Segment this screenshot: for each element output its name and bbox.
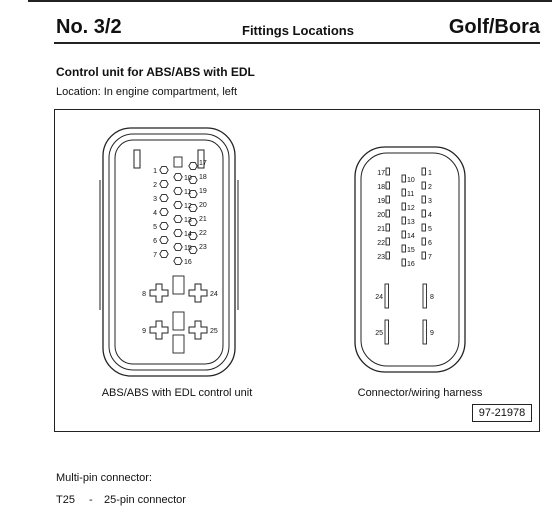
unit-pin — [160, 222, 168, 229]
harness-pin — [386, 168, 390, 175]
harness-pin — [422, 196, 426, 203]
harness-pin-label: 17 — [377, 170, 385, 177]
page-number: No. 3/2 — [56, 16, 122, 38]
connector-code: T25 — [56, 494, 75, 506]
control-unit-pins — [142, 157, 218, 353]
unit-pin — [174, 201, 182, 208]
unit-pin — [160, 194, 168, 201]
unit-pin-label: 16 — [184, 259, 192, 266]
harness-pin — [422, 210, 426, 217]
harness-pin — [402, 203, 406, 210]
unit-pin-label: 22 — [199, 230, 207, 237]
control-unit-caption: ABS/ABS with EDL control unit — [101, 387, 253, 399]
harness-pin-label: 14 — [407, 233, 415, 240]
unit-pin-label: 17 — [199, 160, 207, 167]
unit-pin — [174, 187, 182, 194]
unit-pin-label: 4 — [153, 210, 157, 217]
unit-center-slot — [173, 312, 184, 330]
unit-pin — [174, 257, 182, 264]
harness-pin — [386, 224, 390, 231]
location-text: Location: In engine compartment, left — [56, 86, 237, 98]
unit-power-pin — [150, 321, 168, 339]
harness-pin-label: 13 — [407, 219, 415, 226]
harness-pin-label: 16 — [407, 261, 415, 268]
unit-power-pin — [150, 284, 168, 302]
connector-description: 25-pin connector — [104, 494, 186, 506]
unit-center-slot — [173, 276, 184, 294]
harness-pins — [375, 168, 434, 344]
page-title: Control unit for ABS/ABS with EDL — [56, 65, 255, 79]
harness-pin-label: 19 — [377, 198, 385, 205]
unit-pin-label: 7 — [153, 252, 157, 259]
harness-pin — [402, 231, 406, 238]
harness-pin-label: 6 — [428, 240, 432, 247]
unit-pin — [174, 229, 182, 236]
unit-pin — [160, 236, 168, 243]
harness-pin-label: 25 — [375, 330, 383, 337]
harness-power-pin — [423, 284, 427, 308]
section-title: Fittings Locations — [242, 23, 354, 38]
unit-pin-label: 1 — [153, 168, 157, 175]
harness-pin-label: 20 — [377, 212, 385, 219]
unit-pin-label: 9 — [142, 328, 146, 335]
unit-pin-label: 14 — [184, 231, 192, 238]
unit-pin — [160, 166, 168, 173]
harness-pin — [422, 182, 426, 189]
unit-pin-label: 10 — [184, 175, 192, 182]
harness-pin-label: 11 — [407, 191, 415, 198]
harness-pin — [386, 210, 390, 217]
unit-pin-label: 6 — [153, 238, 157, 245]
harness-pin — [402, 189, 406, 196]
harness-pin-label: 23 — [377, 254, 385, 261]
harness-pin-label: 24 — [375, 294, 383, 301]
unit-pin — [189, 162, 197, 169]
harness-pin-label: 10 — [407, 177, 415, 184]
harness-pin — [386, 196, 390, 203]
model-name: Golf/Bora — [448, 16, 540, 38]
unit-center-slot — [173, 335, 184, 353]
harness-pin — [422, 224, 426, 231]
control-unit-key-left — [134, 150, 140, 168]
unit-power-pin — [189, 284, 207, 302]
unit-key-slot — [174, 157, 182, 167]
harness-pin — [402, 259, 406, 266]
unit-power-pin — [189, 321, 207, 339]
control-unit-drawing — [100, 128, 238, 376]
harness-pin — [402, 217, 406, 224]
harness-pin-label: 18 — [377, 184, 385, 191]
unit-pin-label: 2 — [153, 182, 157, 189]
unit-pin — [174, 215, 182, 222]
harness-pin-label: 7 — [428, 254, 432, 261]
unit-pin — [160, 250, 168, 257]
harness-power-pin — [385, 320, 389, 344]
unit-pin-label: 23 — [199, 244, 207, 251]
figure-number: 97-21978 — [472, 404, 532, 422]
harness-pin-label: 5 — [428, 226, 432, 233]
unit-pin-label: 11 — [184, 189, 192, 196]
harness-power-pin — [385, 284, 389, 308]
harness-pin-label: 15 — [407, 247, 415, 254]
harness-pin — [386, 182, 390, 189]
connector-dash: - — [89, 494, 93, 506]
harness-pin-label: 21 — [377, 226, 385, 233]
unit-pin-label: 3 — [153, 196, 157, 203]
unit-pin-label: 12 — [184, 203, 192, 210]
harness-pin-label: 3 — [428, 198, 432, 205]
harness-pin — [422, 238, 426, 245]
harness-pin — [422, 252, 426, 259]
unit-pin-label: 24 — [210, 291, 218, 298]
harness-caption: Connector/wiring harness — [357, 387, 483, 399]
harness-pin — [422, 168, 426, 175]
unit-pin — [174, 243, 182, 250]
harness-pin-label: 9 — [430, 330, 434, 337]
connector-heading: Multi-pin connector: — [56, 472, 152, 484]
unit-pin-label: 21 — [199, 216, 207, 223]
harness-power-pin — [423, 320, 427, 344]
unit-pin-label: 5 — [153, 224, 157, 231]
harness-pin — [386, 238, 390, 245]
unit-pin — [174, 173, 182, 180]
unit-pin — [160, 208, 168, 215]
harness-pin-label: 2 — [428, 184, 432, 191]
harness-pin-label: 4 — [428, 212, 432, 219]
unit-pin-label: 13 — [184, 217, 192, 224]
harness-pin-label: 12 — [407, 205, 415, 212]
unit-pin — [160, 180, 168, 187]
unit-pin-label: 18 — [199, 174, 207, 181]
harness-pin — [402, 175, 406, 182]
unit-pin-label: 20 — [199, 202, 207, 209]
harness-pin — [402, 245, 406, 252]
unit-pin-label: 15 — [184, 245, 192, 252]
harness-pin-label: 8 — [430, 294, 434, 301]
harness-pin — [386, 252, 390, 259]
unit-pin-label: 25 — [210, 328, 218, 335]
harness-pin-label: 1 — [428, 170, 432, 177]
unit-pin-label: 8 — [142, 291, 146, 298]
harness-pin-label: 22 — [377, 240, 385, 247]
unit-pin-label: 19 — [199, 188, 207, 195]
control-unit-outer-shell — [103, 128, 235, 376]
